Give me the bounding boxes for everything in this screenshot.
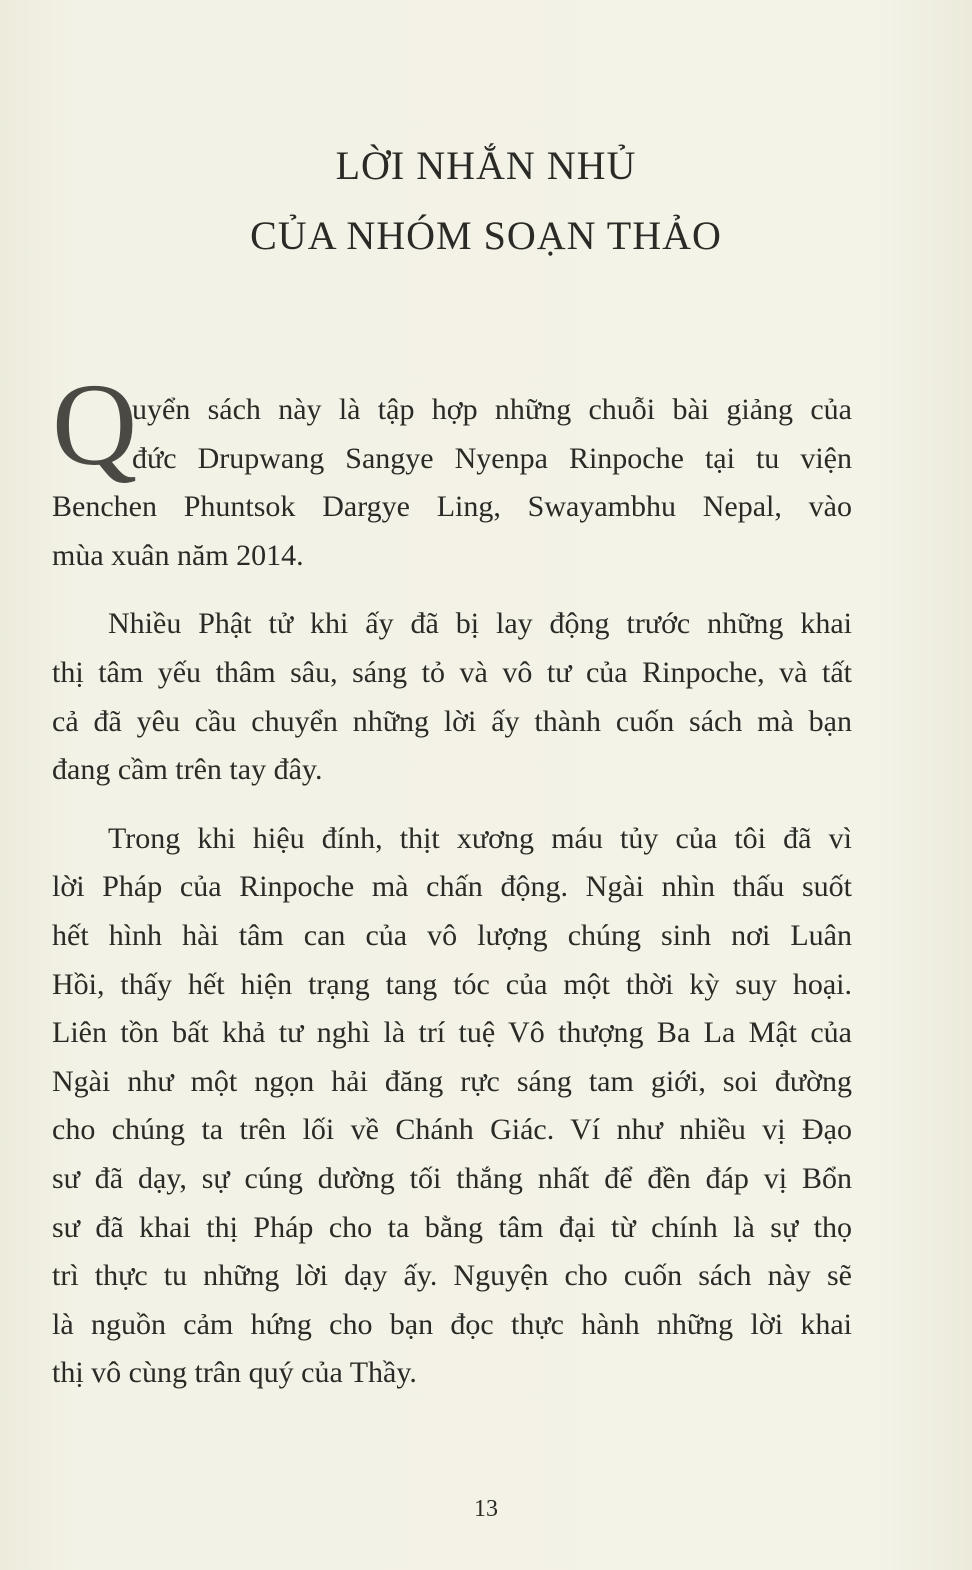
text-line: Hồi, thấy hết hiện trạng tang tóc của một thời kỳ suy hoại. <box>52 967 852 1001</box>
text-line: Trong khi hiệu đính, thịt xương máu tủy của tôi đã vì <box>108 821 852 855</box>
text-line: là nguồn cảm hứng cho bạn đọc thực hành những lời khai <box>52 1307 852 1341</box>
text-line: Liên tồn bất khả tư nghì là trí tuệ Vô thượng Ba La Mật của <box>52 1016 852 1050</box>
text-line: lời Pháp của Rinpoche mà chấn động. Ngài nhìn thấu suốt <box>52 870 852 904</box>
text-line: sư đã khai thị Pháp cho ta bằng tâm đại từ chính là sự thọ <box>52 1210 852 1244</box>
page-number: 13 <box>474 1496 498 1522</box>
text-line: đang cầm trên tay đây. <box>52 753 323 787</box>
text-line: cho chúng ta trên lối về Chánh Giác. Ví như nhiều vị Đạo <box>52 1113 852 1147</box>
heading-line-2: CỦA NHÓM SOẠN THẢO <box>250 213 722 258</box>
text-line: thị vô cùng trân quý của Thầy. <box>52 1356 417 1390</box>
text-line: hết hình hài tâm can của vô lượng chúng sinh nơi Luân <box>52 918 852 952</box>
text-line: thị tâm yếu thâm sâu, sáng tỏ và vô tư của Rinpoche, và tất <box>52 655 852 689</box>
text-line: mùa xuân năm 2014. <box>52 538 304 572</box>
text-line: Ngài như một ngọn hải đăng rực sáng tam giới, soi đường <box>52 1064 852 1098</box>
text-line: đức Drupwang Sangye Nyenpa Rinpoche tại tu viện <box>132 441 852 475</box>
paragraph-3 <box>52 815 852 1398</box>
body-text <box>52 386 852 1398</box>
text-line: cả đã yêu cầu chuyển những lời ấy thành cuốn sách mà bạn <box>52 704 852 738</box>
heading-line-1: LỜI NHẮN NHỦ <box>335 143 637 188</box>
text-line: uyển sách này là tập hợp những chuỗi bài giảng của <box>132 393 852 426</box>
paragraph-2 <box>52 600 852 794</box>
text-line: trì thực tu những lời dạy ấy. Nguyện cho cuốn sách này sẽ <box>52 1259 852 1293</box>
text-line: Nhiều Phật tử khi ấy đã bị lay động trước những khai <box>108 607 852 641</box>
text-line: Benchen Phuntsok Dargye Ling, Swayambhu Nepal, vào <box>52 490 852 524</box>
text-line: sư đã dạy, sự cúng dường tối thắng nhất để đền đáp vị Bổn <box>52 1161 852 1195</box>
paragraph-1 <box>52 386 852 580</box>
drop-cap: Q <box>52 359 138 490</box>
